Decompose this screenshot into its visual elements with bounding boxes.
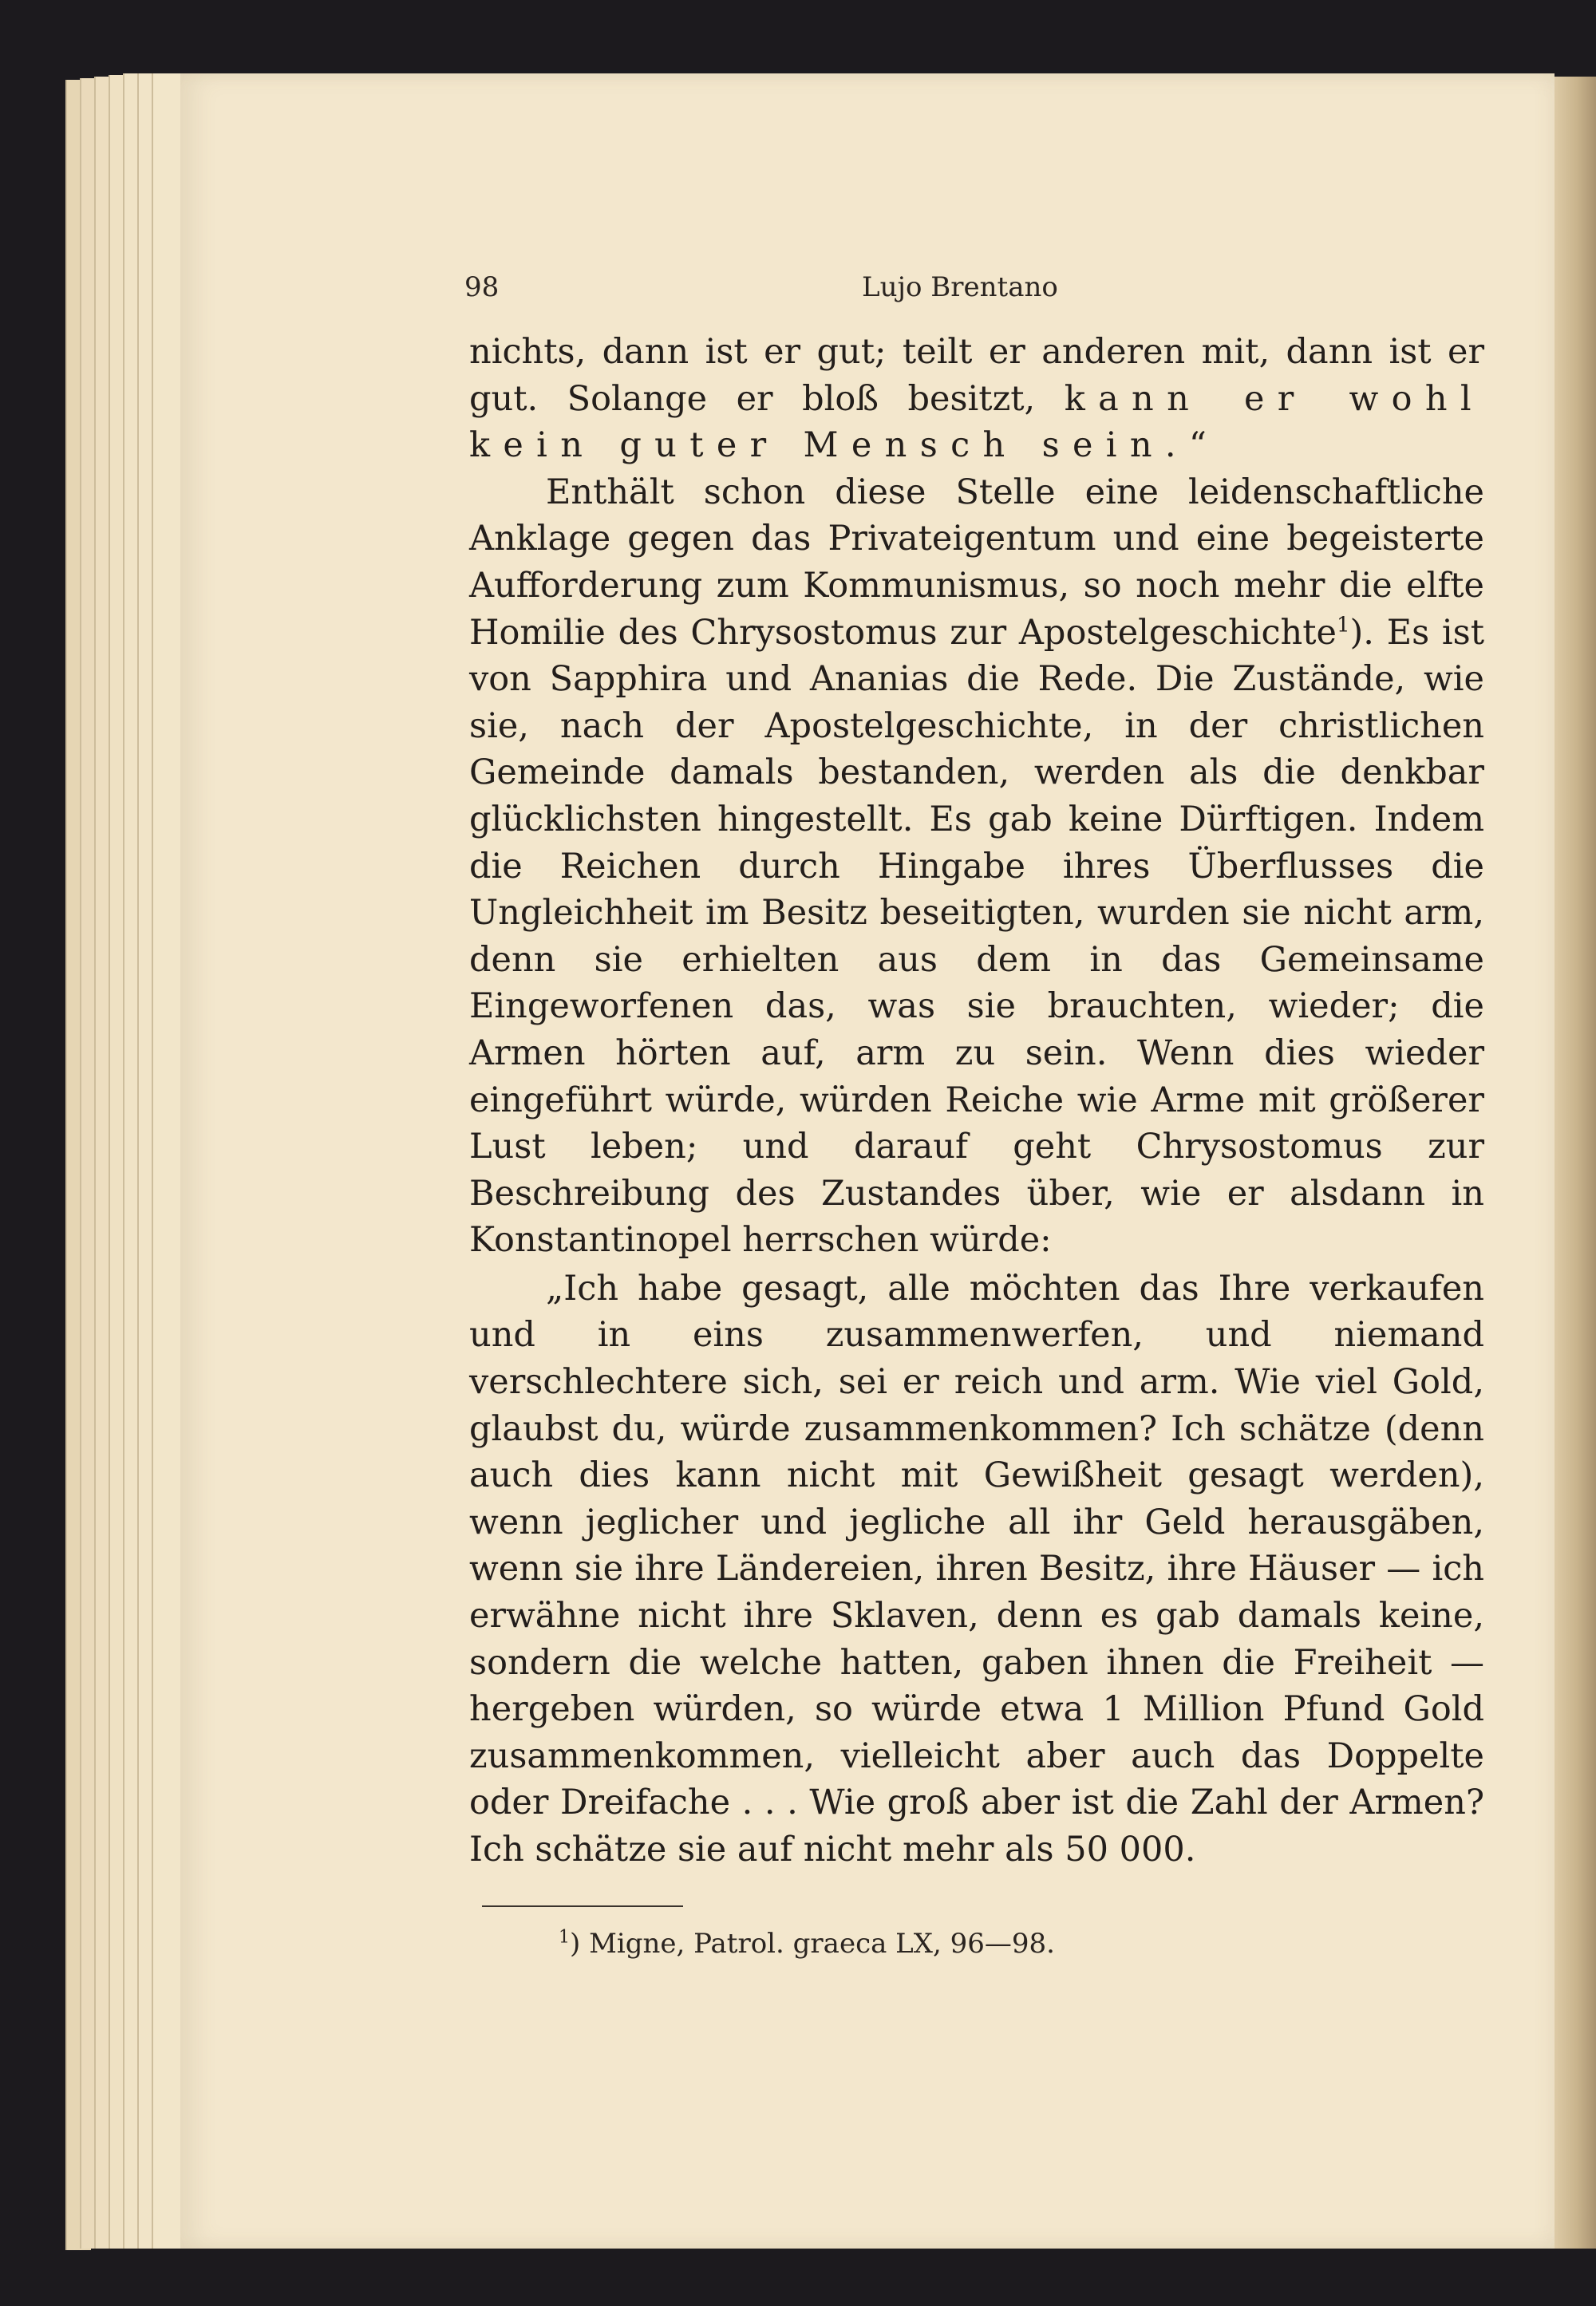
spaced-emphasis: kann er wohl kein guter Mensch sein. [469,378,1485,466]
running-head-author: Lujo Brentano [862,271,1058,303]
footnote-marker-close: ) [570,1928,581,1960]
page-number: 98 [464,271,500,303]
facing-page-edge [1548,77,1596,2249]
footnote-text: Migne, Patrol. graeca LX, 96—98. [580,1928,1055,1960]
running-head [464,271,1494,308]
closing-quote: “ [1188,425,1207,466]
quotation-paragraph [469,1266,1484,1874]
quotation-text: „Ich habe gesagt, alle möchten das Ihre verkaufen und in eins zusammenwerfen, und niemand verschlechtere sich, sei er reich und arm. Wie viel Gold, glaubst du, würde zusammenkommen? Ich schätze (denn auch dies kann nicht mit Gewißheit gesagt werden), wenn jeglicher und jegliche all ihr Geld herausgäben, wenn sie ihre Ländereien, ihren Besitz, ihre Häuser — ich erwähne nicht ihre Sklaven, denn es gab damals keine, sondern die welche hatten, gaben ihnen die Freiheit — hergeben würden, so würde etwa 1 Million Pfund Gold zusammenkommen, vielleicht aber auch das Doppelte oder Dreifache . . . Wie groß aber ist die Zahl der Armen? Ich schätze sie auf nicht mehr als 50 000. [469,1268,1484,1870]
footnote [559,1928,1436,1960]
footnote-reference: 1 [1336,613,1350,638]
paragraph-2-text: Enthält schon diese Stelle eine leidenschaftliche Anklage gegen das Privateigentum und eine begeisterte Aufforderung zum Kommunismus, so noch mehr die elfte Homilie des Chrysostomus zur Apostelgeschichte [469,472,1484,653]
paragraph-2 [469,469,1484,1264]
paragraph-1-text: nichts, dann ist er gut; teilt er anderen mit, dann ist er gut. Solange er bloß besitzt, [469,332,1484,419]
footnote-rule [482,1905,683,1907]
footnote-reference-close: ). [1349,612,1374,653]
paragraph-2-rest: Es ist von Sapphira und Ananias die Rede. Die Zustände, wie sie, nach der Apostelgeschichte, in der christlichen Gemeinde damals bestanden, werden als die denkbar glücklichsten hingestellt. Es gab keine Dürftigen. Indem die Reichen durch Hingabe ihres Überflusses die Ungleichheit im Besitz beseitigten, wurden sie nicht arm, denn sie erhielten aus dem in das Gemeinsame Eingeworfenen das, was sie brauchten, wieder; die Armen hörten auf, arm zu sein. Wenn dies wieder eingeführt würde, würden Reiche wie Arme mit größerer Lust leben; und darauf geht Chrysostomus zur Beschreibung des Zustandes über, wie er alsdann in Konstantinopel herrschen würde: [469,612,1484,1261]
paragraph-1 [469,329,1484,469]
footnote-marker: 1 [559,1927,570,1948]
body-text [469,329,1484,1874]
